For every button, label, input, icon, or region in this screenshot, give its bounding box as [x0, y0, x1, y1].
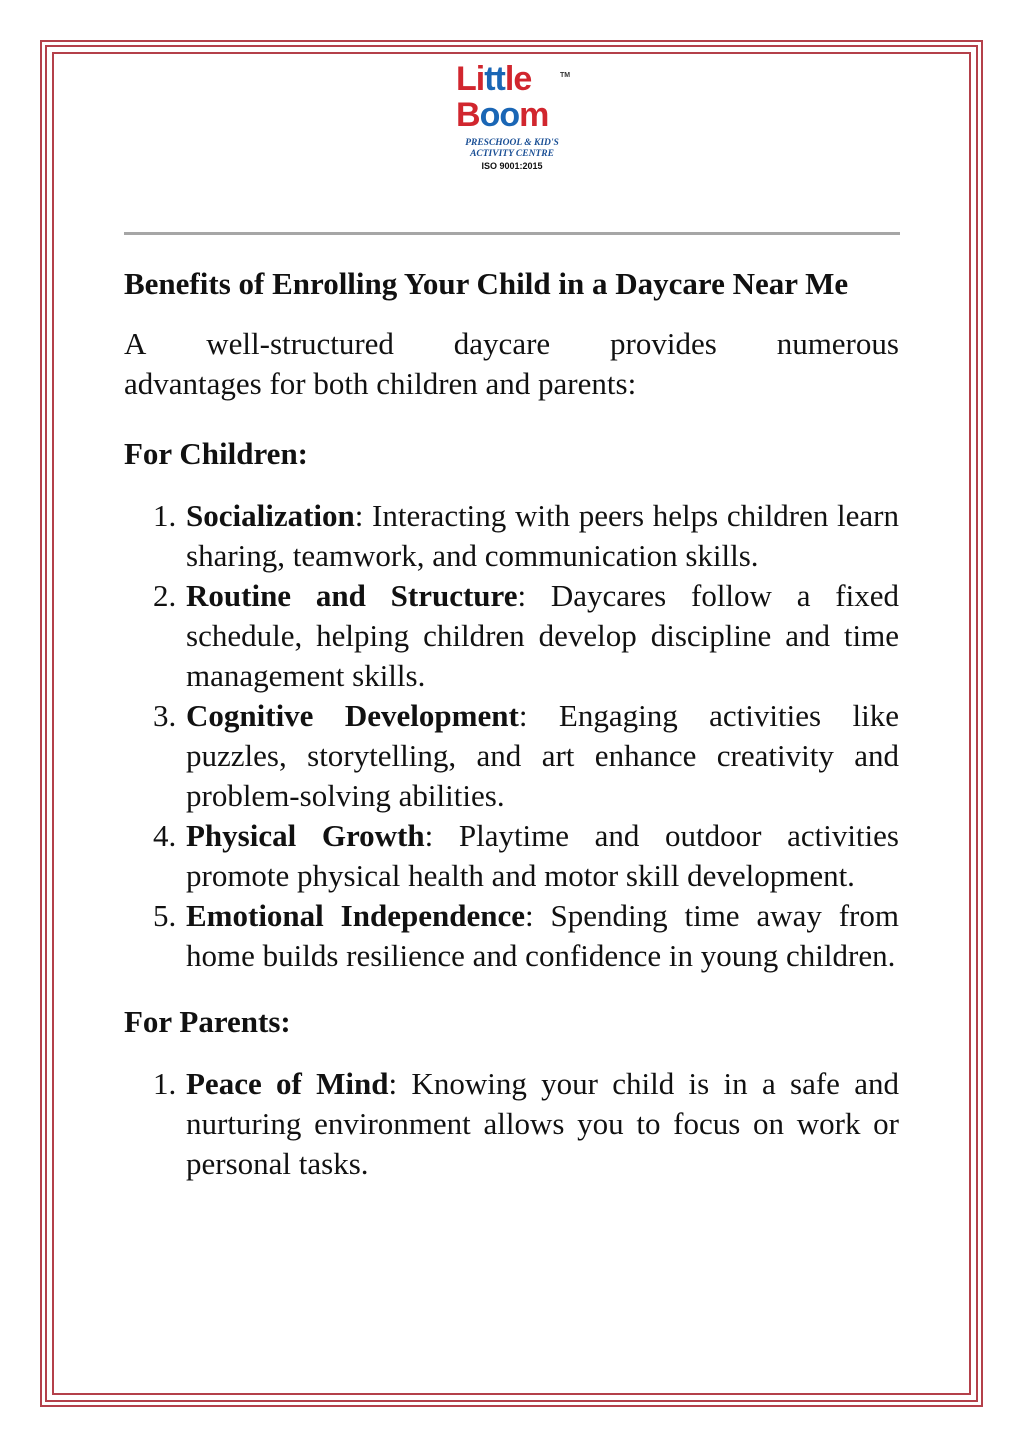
list-item: 5. Emotional Independence: Spending time away from home builds resilience and confidence in young children. — [153, 898, 899, 973]
list-item: 2. Routine and Structure: Daycares follow a fixed schedule, helping children develop discipline and time management skills. — [153, 578, 899, 693]
logo-trademark: TM — [560, 72, 571, 79]
list-item: 1. Socialization: Interacting with peers helps children learn sharing, teamwork, and communication skills. — [153, 498, 899, 573]
intro-paragraph — [124, 324, 899, 404]
children-benefits-list — [124, 496, 899, 976]
header-divider — [124, 232, 900, 235]
logo-word-boom: Boom — [456, 96, 549, 134]
logo-subtitle-2: ACTIVITY CENTRE — [470, 149, 554, 159]
parents-heading: For Parents: — [124, 1004, 291, 1039]
document-title: Benefits of Enrolling Your Child in a Daycare Near Me — [124, 266, 849, 301]
children-heading: For Children: — [124, 436, 309, 471]
logo-word-little: Little — [456, 60, 532, 98]
document-body — [124, 264, 899, 1184]
intro-line-2: advantages for both children and parents: — [124, 366, 637, 401]
intro-line-1: A well-structured daycare provides numerous — [124, 326, 899, 361]
logo-subtitle-1: PRESCHOOL & KID'S — [465, 138, 559, 148]
list-item: 4. Physical Growth: Playtime and outdoor activities promote physical health and motor skill development. — [153, 818, 899, 893]
parents-benefits-list — [124, 1064, 899, 1184]
list-item: 3. Cognitive Development: Engaging activities like puzzles, storytelling, and art enhance creativity and problem-solving abilities. — [153, 698, 900, 813]
list-item: 1. Peace of Mind: Knowing your child is in a safe and nurturing environment allows you to focus on work or personal tasks. — [153, 1066, 900, 1181]
little-boom-logo — [450, 60, 574, 178]
logo-iso: ISO 9001:2015 — [481, 161, 543, 171]
